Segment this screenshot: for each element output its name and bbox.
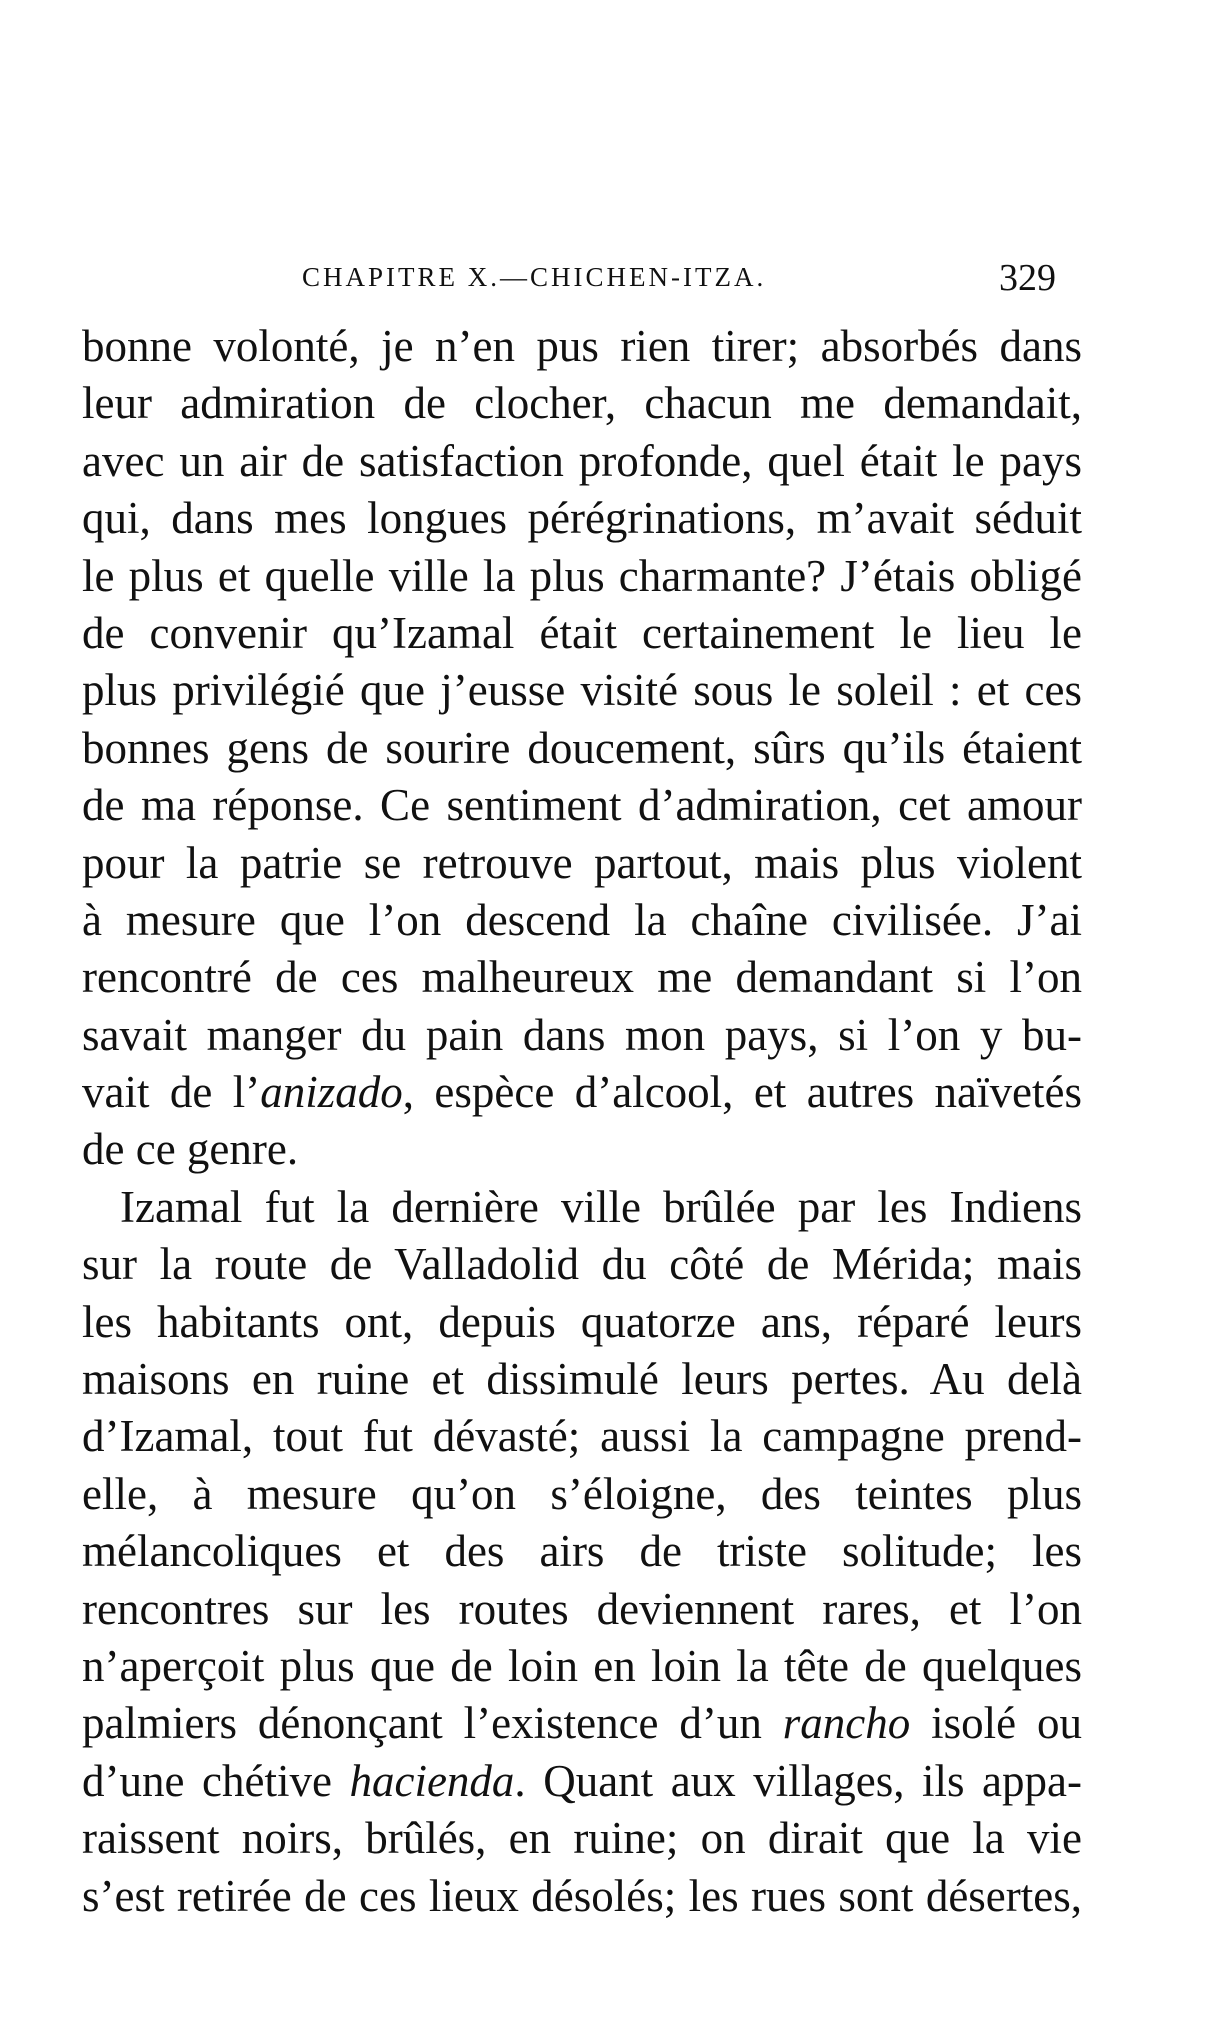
text-segment: de convenir qu’Izamal était certainement le lieu le [82, 607, 1082, 658]
text-line [82, 1695, 1082, 1752]
text-segment: isolé ou [910, 1698, 1082, 1749]
text-line [82, 1351, 1082, 1408]
text-segment: les habitants ont, depuis quatorze ans, réparé leurs [82, 1296, 1082, 1347]
text-segment: pour la patrie se retrouve partout, mais plus violent [82, 837, 1082, 888]
body-text [82, 318, 1082, 1925]
page-number: 329 [999, 257, 1056, 299]
text-segment: n’aperçoit plus que de loin en loin la tête de quelques [82, 1640, 1082, 1691]
text-line [82, 548, 1082, 605]
text-segment: d’une chétive [82, 1755, 350, 1806]
text-line [82, 720, 1082, 777]
text-segment: sur la route de Valladolid du côté de Mérida; mais [82, 1239, 1082, 1290]
text-segment: s’est retirée de ces lieux désolés; les rues sont désertes, [82, 1870, 1082, 1921]
text-line [82, 1294, 1082, 1351]
text-segment: . Quant aux villages, ils appa- [514, 1755, 1082, 1806]
text-line [82, 1007, 1082, 1064]
text-segment: maisons en ruine et dissimulé leurs pertes. Au delà [82, 1354, 1082, 1405]
text-segment: raissent noirs, brûlés, en ruine; on dirait que la vie [82, 1813, 1082, 1864]
text-line [82, 318, 1082, 375]
text-line [82, 835, 1082, 892]
text-line [82, 1523, 1082, 1580]
text-line [82, 1121, 1082, 1178]
text-line [82, 777, 1082, 834]
text-line [82, 1236, 1082, 1293]
italic-term: hacienda [349, 1755, 515, 1806]
text-line [82, 433, 1082, 490]
text-line [82, 1638, 1082, 1695]
text-segment: avec un air de satisfaction profonde, quel était le pays [82, 435, 1082, 486]
text-line [82, 1408, 1082, 1465]
text-segment: rencontré de ces malheureux me demandant si l’on [82, 952, 1082, 1003]
text-line [82, 375, 1082, 432]
text-segment: le plus et quelle ville la plus charmante? J’étais obligé [82, 550, 1082, 601]
text-segment: mélancoliques et des airs de triste solitude; les [82, 1526, 1082, 1577]
text-line [82, 1753, 1082, 1810]
text-line [82, 1581, 1082, 1638]
text-segment: palmiers dénonçant l’existence d’un [82, 1698, 783, 1749]
text-segment: qui, dans mes longues pérégrinations, m’avait séduit [82, 493, 1082, 544]
paragraph-first-line [82, 1179, 1082, 1236]
text-line [82, 662, 1082, 719]
italic-term: anizado [260, 1067, 403, 1118]
text-segment: elle, à mesure qu’on s’éloigne, des teintes plus [82, 1468, 1082, 1519]
text-line [82, 1810, 1082, 1867]
text-line [82, 949, 1082, 1006]
running-title: CHAPITRE X.—CHICHEN-ITZA. [302, 262, 767, 292]
text-segment: , espèce d’alcool, et autres naïvetés [402, 1067, 1082, 1118]
italic-term: rancho [782, 1698, 911, 1749]
text-segment: d’Izamal, tout fut dévasté; aussi la campagne prend- [82, 1411, 1082, 1462]
text-line [82, 892, 1082, 949]
text-segment: bonnes gens de sourire doucement, sûrs qu’ils étaient [82, 722, 1082, 773]
text-segment: bonne volonté, je n’en pus rien tirer; absorbés dans [82, 321, 1082, 371]
text-segment: Izamal fut la dernière ville brûlée par les Indiens [120, 1181, 1082, 1232]
text-segment: rencontres sur les routes deviennent rares, et l’on [82, 1583, 1082, 1634]
text-segment: plus privilégié que j’eusse visité sous le soleil : et ces [82, 665, 1082, 716]
text-line [82, 490, 1082, 547]
text-segment: leur admiration de clocher, chacun me demandait, [82, 378, 1082, 429]
book-page [82, 0, 1082, 2039]
text-segment: savait manger du pain dans mon pays, si l’on y bu- [82, 1009, 1082, 1060]
text-line [82, 1466, 1082, 1523]
text-segment: à mesure que l’on descend la chaîne civilisée. J’ai [82, 894, 1082, 945]
text-line [82, 1868, 1082, 1925]
running-head [82, 257, 1082, 302]
text-segment: de ma réponse. Ce sentiment d’admiration, cet amour [82, 780, 1082, 831]
text-segment: vait de l’ [82, 1067, 261, 1118]
text-line [82, 605, 1082, 662]
text-line [82, 1064, 1082, 1121]
text-segment: de ce genre. [82, 1124, 299, 1175]
